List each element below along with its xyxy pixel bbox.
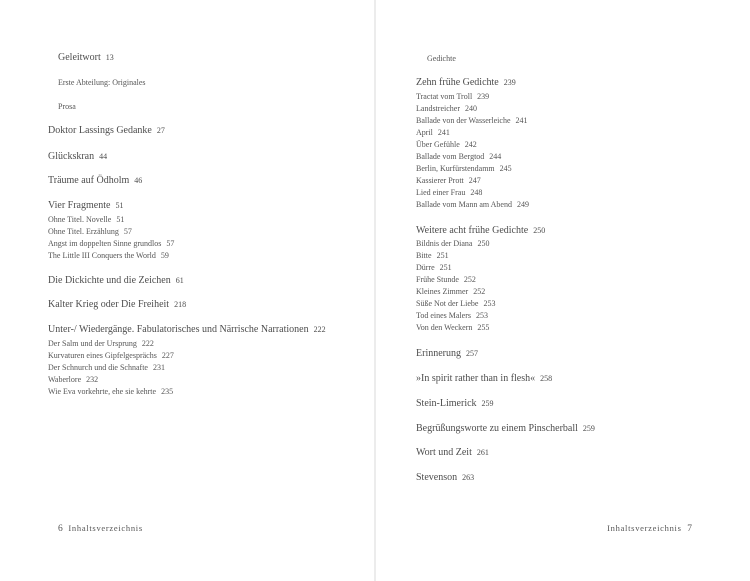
toc-page-number: 259: [481, 399, 494, 408]
toc-title: Kalter Krieg oder Die Freiheit: [48, 299, 170, 310]
toc-title: Lied einer Frau: [416, 188, 466, 197]
toc-title: Kleines Zimmer: [416, 287, 469, 296]
toc-title: Begrüßungsworte zu einem Pinscherball: [416, 423, 578, 434]
toc-entry: [416, 447, 489, 458]
toc-page-number: 252: [463, 275, 476, 284]
toc-title: Wie Eva vorkehrte, ehe sie kehrte: [48, 387, 157, 396]
toc-title: Wort und Zeit: [416, 447, 472, 458]
toc-title: Tod eines Malers: [416, 311, 471, 320]
toc-title: Ohne Titel. Novelle: [48, 215, 112, 224]
toc-subentry: [416, 200, 529, 209]
left-page: [0, 0, 374, 581]
toc-title: Frühe Stunde: [416, 275, 459, 284]
toc-entry: [416, 423, 595, 434]
toc-title: Kassierer Prott: [416, 176, 464, 185]
toc-page-number: 261: [476, 448, 489, 457]
toc-title: Ohne Titel. Erzählung: [48, 227, 119, 236]
page-footer: [607, 523, 692, 534]
toc-subentry: [48, 251, 169, 260]
page-number: 6: [58, 524, 63, 534]
toc-subentry: [416, 140, 477, 149]
toc-subentry: [416, 251, 449, 260]
toc-subentry: [416, 263, 452, 272]
toc-title: Ballade von der Wasserleiche: [416, 116, 511, 125]
toc-title: Stein-Limerick: [416, 398, 477, 409]
toc-page-number: 222: [313, 325, 326, 334]
toc-page-number: 13: [105, 53, 114, 62]
toc-page-number: 253: [475, 311, 488, 320]
toc-page-number: 231: [152, 363, 165, 372]
toc-entry: [416, 77, 516, 88]
toc-subentry: [416, 92, 489, 101]
toc-title: Unter-/ Wiedergänge. Fabulatorisches und Närrische Narrationen: [48, 324, 309, 335]
toc-page-number: 241: [437, 128, 450, 137]
toc-title: Weitere acht frühe Gedichte: [416, 225, 529, 236]
toc-page-number: 242: [464, 140, 477, 149]
toc-subentry: [48, 227, 132, 236]
toc-title: Erste Abteilung: Originales: [58, 78, 146, 87]
toc-subentry: [416, 311, 488, 320]
toc-subentry: [416, 128, 450, 137]
toc-page-number: 250: [533, 226, 546, 235]
toc-page-number: 259: [582, 424, 595, 433]
toc-page-number: 247: [468, 176, 481, 185]
toc-page-number: 249: [516, 200, 529, 209]
toc-page-number: 251: [439, 263, 452, 272]
toc-title: Bildnis der Diana: [416, 239, 473, 248]
toc-title: Doktor Lassings Gedanke: [48, 125, 152, 136]
toc-title: Waberlore: [48, 375, 82, 384]
toc-title: Vier Fragmente: [48, 200, 111, 211]
toc-title: Zehn frühe Gedichte: [416, 77, 499, 88]
page-number: 7: [687, 524, 692, 534]
toc-subentry: [48, 239, 174, 248]
toc-title: Ballade vom Mann am Abend: [416, 200, 512, 209]
toc-subentry: [416, 152, 501, 161]
toc-entry: [416, 398, 494, 409]
toc-page-number: 251: [436, 251, 449, 260]
toc-subentry: [48, 387, 173, 396]
toc-title: Landstreicher: [416, 104, 460, 113]
toc-entry: [58, 52, 114, 63]
toc-title: Die Dickichte und die Zeichen: [48, 275, 171, 286]
toc-page-number: 57: [166, 239, 175, 248]
toc-page-number: 222: [141, 339, 154, 348]
toc-page-number: 44: [99, 152, 108, 161]
toc-title: »In spirit rather than in flesh«: [416, 373, 536, 384]
toc-title: Angst im doppelten Sinne grundlos: [48, 239, 162, 248]
toc-entry: [416, 225, 545, 236]
toc-page-number: 227: [161, 351, 174, 360]
toc-page-number: 239: [503, 78, 516, 87]
toc-title: The Little III Conquers the World: [48, 251, 156, 260]
toc-subentry: [416, 188, 482, 197]
toc-title: Tractat vom Troll: [416, 92, 473, 101]
page-footer: [58, 523, 143, 534]
toc-page-number: 51: [116, 215, 125, 224]
toc-page-number: 250: [477, 239, 490, 248]
toc-page-number: 218: [174, 300, 187, 309]
toc-subentry: [416, 275, 476, 284]
toc-page-number: 46: [134, 176, 143, 185]
toc-title: Prosa: [58, 102, 76, 111]
toc-page-number: 59: [160, 251, 169, 260]
toc-page-number: 257: [466, 349, 478, 358]
toc-entry: [48, 324, 326, 335]
toc-subentry: [48, 339, 154, 348]
toc-title: Süße Not der Liebe: [416, 299, 479, 308]
toc-page-number: 51: [115, 201, 124, 210]
toc-page-number: 241: [515, 116, 528, 125]
section-heading: [427, 54, 456, 63]
toc-entry: [48, 125, 165, 136]
toc-page-number: 27: [156, 126, 165, 135]
toc-subentry: [416, 104, 477, 113]
running-footer-title: Inhaltsverzeichnis: [607, 523, 682, 533]
toc-page-number: 239: [477, 92, 490, 101]
toc-subentry: [416, 164, 512, 173]
toc-page-number: 263: [462, 473, 475, 482]
toc-subentry: [48, 351, 174, 360]
right-page: [376, 0, 750, 581]
toc-title: Geleitwort: [58, 52, 101, 63]
toc-entry: [416, 472, 474, 483]
toc-page-number: 258: [540, 374, 553, 383]
toc-page-number: 61: [175, 276, 184, 285]
toc-title: Von den Weckern: [416, 323, 473, 332]
toc-title: Berlin, Kurfürstendamm: [416, 164, 495, 173]
toc-title: Der Schnurch und die Schnafte: [48, 363, 148, 372]
toc-subentry: [48, 363, 165, 372]
toc-entry: [48, 299, 186, 310]
toc-subentry: [416, 176, 481, 185]
toc-title: Über Gefühle: [416, 140, 460, 149]
toc-page-number: 240: [464, 104, 477, 113]
section-subheading: [58, 102, 76, 111]
toc-subentry: [48, 375, 98, 384]
toc-title: Erinnerung: [416, 348, 461, 359]
toc-title: Ballade vom Bergtod: [416, 152, 485, 161]
toc-page-number: 248: [470, 188, 483, 197]
toc-title: Gedichte: [427, 54, 456, 63]
toc-entry: [48, 175, 142, 186]
toc-entry: [416, 348, 478, 359]
toc-entry: [48, 200, 123, 211]
toc-entry: [48, 275, 184, 286]
toc-entry: [416, 373, 552, 384]
toc-title: Der Salm und der Ursprung: [48, 339, 137, 348]
toc-subentry: [416, 239, 489, 248]
toc-subentry: [416, 287, 485, 296]
toc-title: Stevenson: [416, 472, 458, 483]
toc-page-number: 245: [499, 164, 512, 173]
toc-page-number: 253: [483, 299, 496, 308]
toc-page-number: 235: [161, 387, 174, 396]
running-footer-title: Inhaltsverzeichnis: [68, 523, 143, 533]
toc-page-number: 255: [477, 323, 490, 332]
toc-title: Dürre: [416, 263, 435, 272]
toc-entry: [48, 151, 107, 162]
toc-subentry: [416, 323, 489, 332]
toc-title: Kurvaturen eines Gipfelgesprächs: [48, 351, 157, 360]
toc-title: Glückskran: [48, 151, 95, 162]
toc-page-number: 244: [489, 152, 502, 161]
toc-subentry: [416, 116, 528, 125]
toc-title: Träume auf Ödholm: [48, 175, 130, 186]
toc-subentry: [416, 299, 495, 308]
toc-page-number: 57: [123, 227, 132, 236]
toc-page-number: 252: [473, 287, 486, 296]
section-heading: [58, 78, 146, 87]
toc-subentry: [48, 215, 124, 224]
toc-title: April: [416, 128, 433, 137]
toc-title: Bitte: [416, 251, 432, 260]
toc-page-number: 232: [86, 375, 99, 384]
